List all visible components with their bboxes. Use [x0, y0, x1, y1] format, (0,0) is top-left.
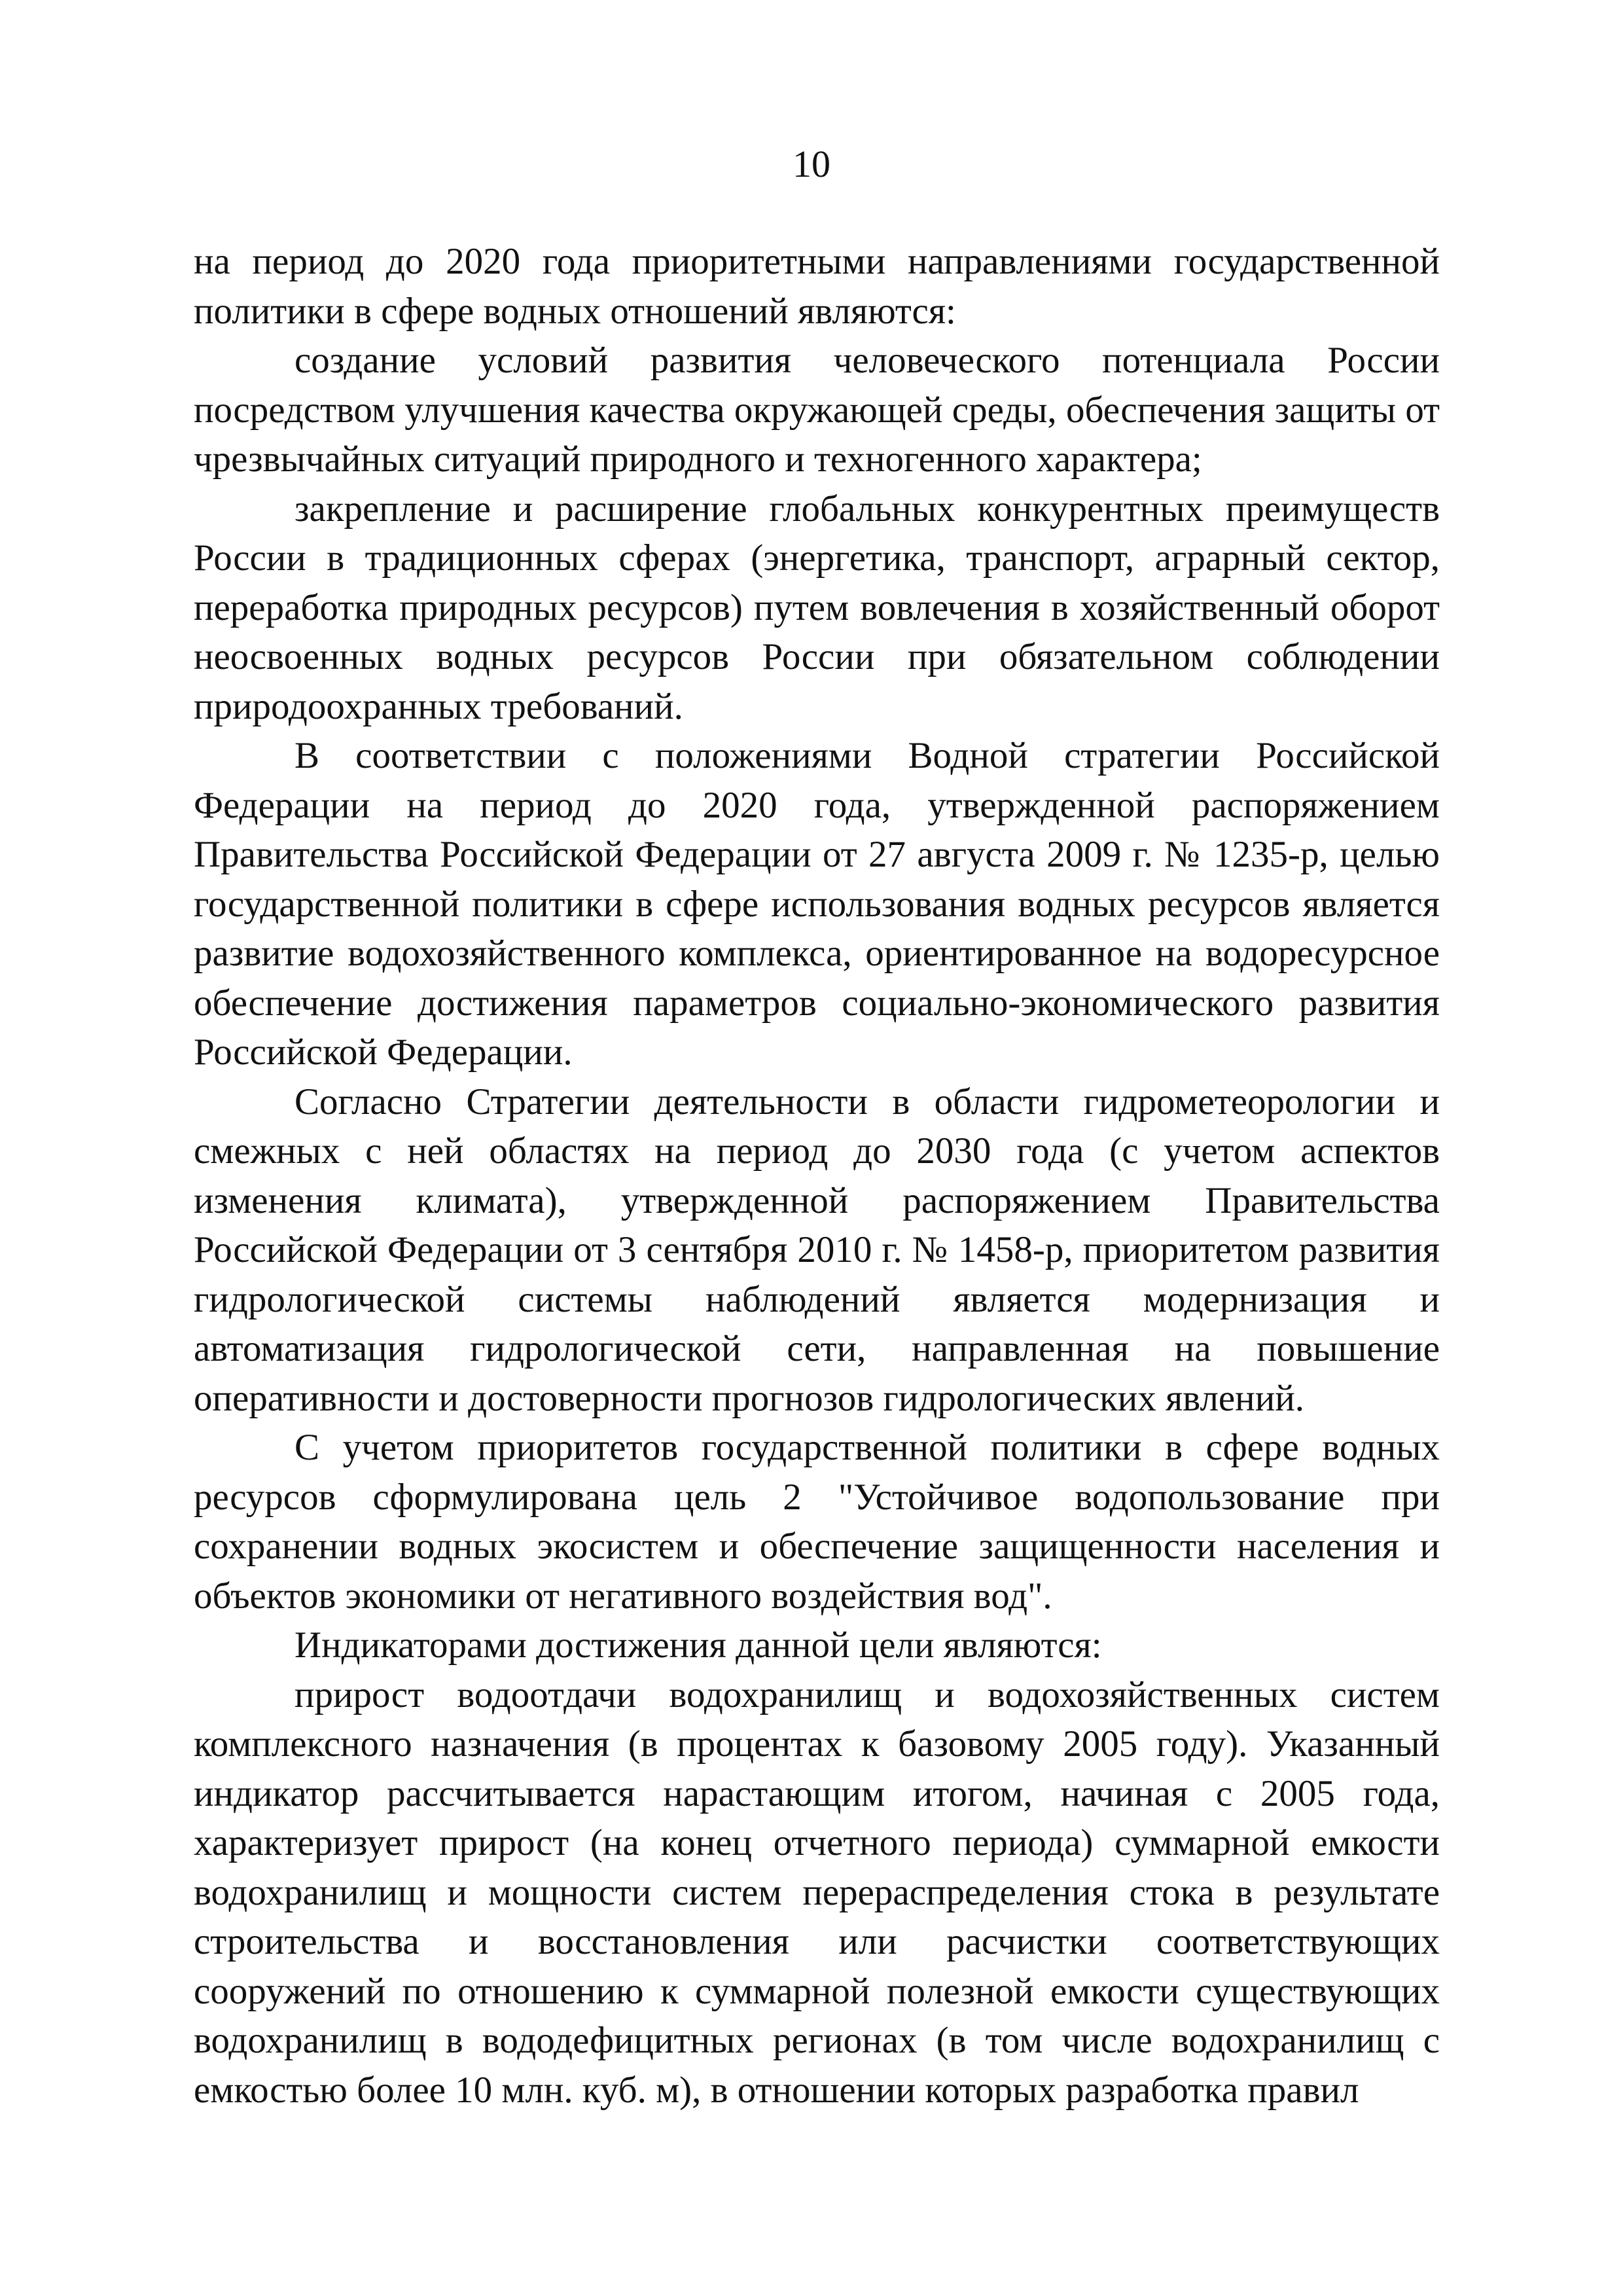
paragraph-indicator-reservoir-yield: прирост водоотдачи водохранилищ и водохозяйственных систем комплексного назначения (в процентах к базовому 2005 году). Указанный индикатор рассчитывается нарастающим итогом, начиная с 2005 года, характеризует прирост (на конец отчетного периода) суммарной емкости водохранилищ и мощности систем перераспределения стока в результате строительства и восстановления или расчистки соответствующих сооружений по отношению к суммарной полезной емкости существующих водохранилищ в вододефицитных регионах (в том числе водохранилищ с емкостью более 10 млн. куб. м), в отношении которых разработка правил: [194, 1674, 1440, 2111]
paragraph-human-potential: создание условий развития человеческого потенциала России посредством улучшения качества окружающей среды, обеспечения защиты от чрезвычайных ситуаций природного и техногенного характера;: [194, 340, 1440, 480]
document-body: [194, 237, 1440, 2115]
paragraph-competitive-advantages: закрепление и расширение глобальных конкурентных преимуществ России в традиционных сферах (энергетика, транспорт, аграрный сектор, переработка природных ресурсов) путем вовлечения в хозяйственный оборот неосвоенных водных ресурсов России при обязательном соблюдении природоохранных требований.: [194, 488, 1440, 727]
paragraph-priority-directions: на период до 2020 года приоритетными направлениями государственной политики в сфере водных отношений являются:: [194, 241, 1440, 332]
paragraph-goal-2: С учетом приоритетов государственной политики в сфере водных ресурсов сформулирована цель 2 "Устойчивое водопользование при сохранении водных экосистем и обеспечение защищенности населения и объектов экономики от негативного воздействия вод".: [194, 1427, 1440, 1617]
paragraph-water-strategy: В соответствии с положениями Водной стратегии Российской Федерации на период до 2020 года, утвержденной распоряжением Правительства Российской Федерации от 27 августа 2009 г. № 1235-р, целью государственной политики в сфере использования водных ресурсов является развитие водохозяйственного комплекса, ориентированное на водоресурсное обеспечение достижения параметров социально-экономического развития Российской Федерации.: [194, 735, 1440, 1073]
paragraph-indicators-heading: Индикаторами достижения данной цели являются:: [294, 1624, 1102, 1666]
page-number: 10: [793, 143, 830, 185]
paragraph-hydrometeorology-strategy: Согласно Стратегии деятельности в области гидрометеорологии и смежных с ней областях на период до 2030 года (с учетом аспектов изменения климата), утвержденной распоряжением Правительства Российской Федерации от 3 сентября 2010 г. № 1458-р, приоритетом развития гидрологической системы наблюдений является модернизация и автоматизация гидрологической сети, направленная на повышение оперативности и достоверности прогнозов гидрологических явлений.: [194, 1081, 1440, 1419]
